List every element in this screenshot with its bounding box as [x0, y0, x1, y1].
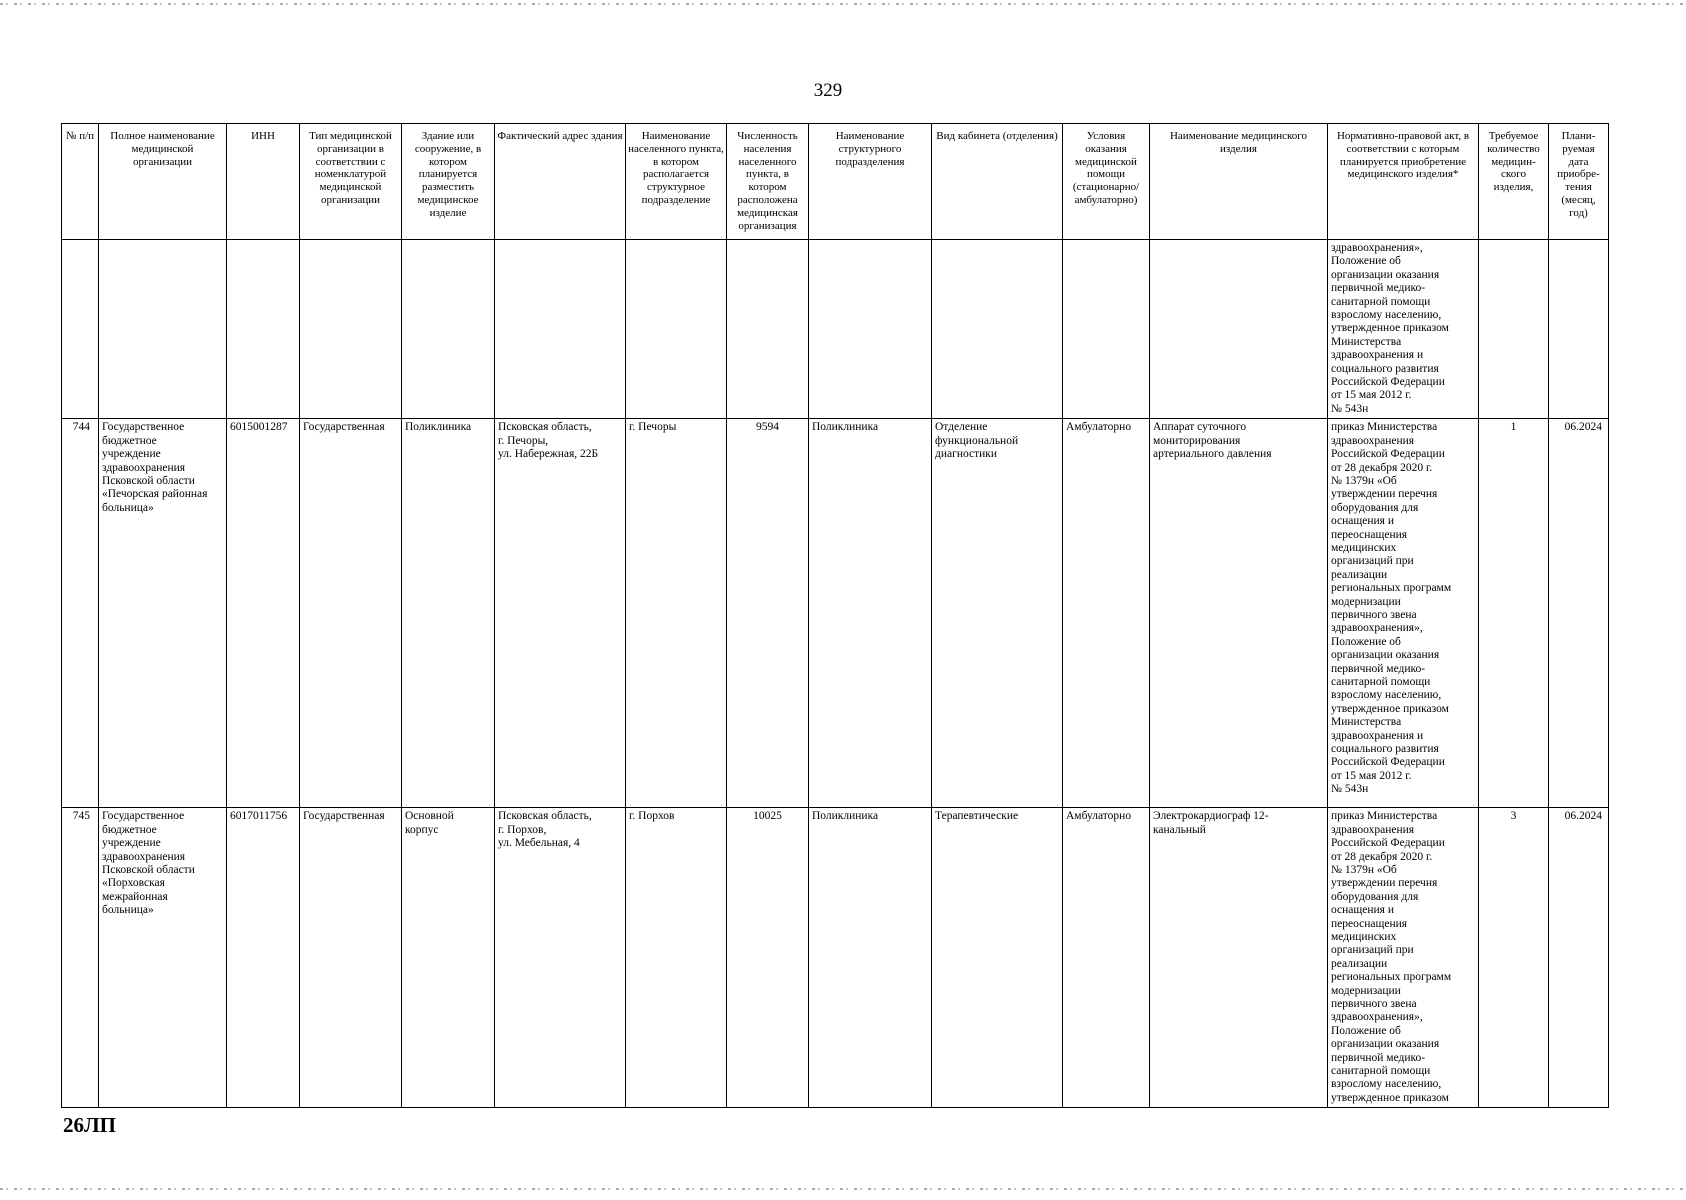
scan-edge-top	[0, 3, 1686, 5]
cell-address: Псковская область, г. Порхов, ул. Мебельная, 4	[495, 808, 626, 1108]
column-header-org-type: Тип медицинской организации в соответствии с номенклатурой медицинской организации	[300, 124, 402, 240]
cell-no: 744	[62, 419, 99, 808]
cell-org-name: Государственное бюджетное учреждение здравоохранения Псковской области «Печорская районная больница»	[99, 419, 227, 808]
cell-date: 06.2024	[1549, 808, 1609, 1108]
cell-population: 10025	[727, 808, 809, 1108]
cell-quantity: 1	[1479, 419, 1549, 808]
cell-org-name: Государственное бюджетное учреждение здравоохранения Псковской области «Порховская межрайонная больница»	[99, 808, 227, 1108]
cell-org-type: Государственная	[300, 808, 402, 1108]
cell-device: Аппарат суточного мониторирования артериального давления	[1150, 419, 1328, 808]
column-header-inn: ИНН	[227, 124, 300, 240]
column-header-address: Фактический адрес здания	[495, 124, 626, 240]
column-header-settlement: Наименование населенного пункта, в котором располагается структурное подразделение	[626, 124, 727, 240]
cell-building: Поликлиника	[402, 419, 495, 808]
table-row-continuation	[62, 240, 1609, 419]
cell-device: Электрокардиограф 12- канальный	[1150, 808, 1328, 1108]
column-header-conditions: Условия оказания медицинской помощи (стационарно/ амбулаторно)	[1063, 124, 1150, 240]
equipment-register-table	[61, 123, 1609, 1108]
column-header-device: Наименование медицинского изделия	[1150, 124, 1328, 240]
column-header-org-name: Полное наименование медицинской организации	[99, 124, 227, 240]
cell-inn: 6017011756	[227, 808, 300, 1108]
column-header-date: Плани- руемая дата приобре- тения (месяц, год)	[1549, 124, 1609, 240]
sheet-code: 26ЛП	[63, 1113, 116, 1137]
column-header-population: Численность населения населенного пункта, в котором расположена медицинская организация	[727, 124, 809, 240]
cell-org-type: Государственная	[300, 419, 402, 808]
cell-cabinet: Отделение функциональной диагностики	[932, 419, 1063, 808]
cell-legal-act: здравоохранения», Положение об организации оказания первичной медико- санитарной помощи взрослому населению, утвержденное приказом Министерства здравоохранения и социального развития Российской Федерации от 15 мая 2012 г. № 543н	[1328, 240, 1479, 419]
column-header-legal-act: Нормативно-правовой акт, в соответствии с которым планируется приобретение медицинского изделия*	[1328, 124, 1479, 240]
table-row	[62, 808, 1609, 1108]
cell-building: Основной корпус	[402, 808, 495, 1108]
cell-address: Псковская область, г. Печоры, ул. Набережная, 22Б	[495, 419, 626, 808]
cell-department: Поликлиника	[809, 419, 932, 808]
cell-no: 745	[62, 808, 99, 1108]
cell-legal-act: приказ Министерства здравоохранения Российской Федерации от 28 декабря 2020 г. № 1379н «Об утверждении перечня оборудования для оснащения и переоснащения медицинских организаций при реализации региональных программ модернизации первичного звена здравоохранения», Положение об организации оказания первичной медико- санитарной помощи взрослому населению, утвержденное приказом Министерства здравоохранения и социального развития Российской Федерации от 15 мая 2012 г. № 543н	[1328, 419, 1479, 808]
table-header-row	[62, 124, 1609, 240]
cell-quantity: 3	[1479, 808, 1549, 1108]
column-header-cabinet: Вид кабинета (отделения)	[932, 124, 1063, 240]
cell-department: Поликлиника	[809, 808, 932, 1108]
cell-settlement: г. Порхов	[626, 808, 727, 1108]
cell-cabinet: Терапевтические	[932, 808, 1063, 1108]
column-header-building: Здание или сооружение, в котором планируется разместить медицинское изделие	[402, 124, 495, 240]
column-header-department: Наименование структурного подразделения	[809, 124, 932, 240]
scan-edge-bottom	[0, 1188, 1686, 1190]
column-header-quantity: Требуемое количество медицин- ского изделия,	[1479, 124, 1549, 240]
cell-conditions: Амбулаторно	[1063, 808, 1150, 1108]
page-number: 329	[813, 80, 843, 101]
table-row	[62, 419, 1609, 808]
cell-population: 9594	[727, 419, 809, 808]
column-header-no: № п/п	[62, 124, 99, 240]
cell-legal-act: приказ Министерства здравоохранения Российской Федерации от 28 декабря 2020 г. № 1379н «Об утверждении перечня оборудования для оснащения и переоснащения медицинских организаций при реализации региональных программ модернизации первичного звена здравоохранения», Положение об организации оказания первичной медико- санитарной помощи взрослому населению, утвержденное приказом	[1328, 808, 1479, 1108]
cell-settlement: г. Печоры	[626, 419, 727, 808]
cell-conditions: Амбулаторно	[1063, 419, 1150, 808]
cell-date: 06.2024	[1549, 419, 1609, 808]
cell-inn: 6015001287	[227, 419, 300, 808]
